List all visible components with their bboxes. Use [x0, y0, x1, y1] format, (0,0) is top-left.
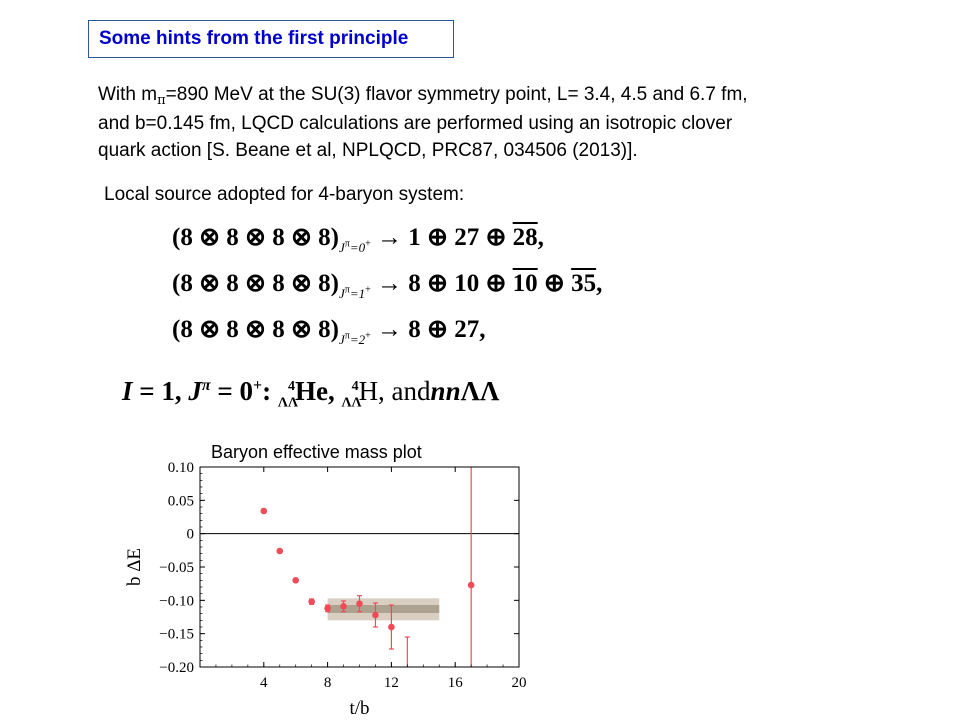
data-point-2 — [292, 577, 299, 584]
equation-jpi-1: (8 ⊗ 8 ⊗ 8 ⊗ $8)_{J^\pi=1^+} \to 8$ ⊕ 10 ⊕ 10 ⊕ 35, — [172, 270, 603, 301]
plot-title: Baryon effective mass plot — [211, 442, 422, 462]
error-bar-10 — [469, 418, 474, 720]
eq1-rhs-bar2: 35 — [571, 270, 597, 297]
eq0-rhs: 1 ⊕ 27 ⊕ — [408, 224, 513, 251]
intro-text-rest: =890 MeV at the SU(3) flavor symmetry point, L= 3.4, 4.5 and 6.7 fm, — [165, 84, 748, 105]
data-point-3 — [308, 598, 315, 605]
eq2-lhs: (8 ⊗ 8 ⊗ 8 ⊗ 8) — [172, 316, 339, 343]
eq2-arrow: → — [370, 316, 409, 343]
eq2-rhs: 8 ⊕ 27 — [408, 316, 480, 343]
intro-text-m: With m — [98, 84, 158, 105]
data-point-8 — [388, 624, 395, 631]
y-tick-label-6: −0.20 — [159, 660, 194, 676]
x-axis-label: t/b — [349, 698, 370, 719]
data-point-7 — [372, 612, 379, 619]
x-tick-label-4: 20 — [511, 675, 527, 691]
pion-subscript: π — [157, 93, 166, 108]
eq0-lhs: (8 ⊗ 8 ⊗ 8 ⊗ 8) — [172, 224, 339, 251]
intro-line-2: and b=0.145 fm, LQCD calculations are performed using an isotropic clover — [98, 113, 733, 134]
data-point-10 — [468, 582, 475, 589]
data-point-1 — [276, 548, 283, 555]
eq1-rhs: 8 ⊕ 10 ⊕ — [408, 270, 513, 297]
x-tick-label-3: 16 — [447, 675, 463, 691]
nn-label: nn — [430, 376, 461, 406]
h-nucleus: $_{\Lambda\Lambda}^4$H, and — [341, 376, 431, 411]
x-tick-label-0: 4 — [260, 675, 268, 691]
y-tick-label-2: 0 — [186, 526, 194, 543]
y-tick-label-0: 0.10 — [167, 460, 194, 476]
data-point-5 — [340, 603, 347, 610]
data-point-0 — [261, 508, 268, 515]
eq0-arrow: → — [370, 224, 409, 251]
eq0-rhs-bar: 28 — [512, 224, 538, 251]
error-bar-9 — [405, 637, 410, 720]
isospin-equation: I = 1, $J^\pi = 0^+$: $_{\Lambda\Lambda}^4$He, $_{\Lambda\Lambda}^4$H, andnnΛΛ — [122, 376, 500, 411]
eq2-subscript: Jπ=2+ — [339, 330, 371, 347]
eq1-arrow: → — [370, 270, 409, 297]
eq1-rhs-bar: 10 — [512, 270, 538, 297]
y-tick-label-5: −0.15 — [159, 626, 194, 643]
isospin-J: J — [188, 376, 202, 406]
he-nucleus: $_{\Lambda\Lambda}^4$He, — [277, 376, 335, 411]
isospin-I: I — [122, 376, 133, 406]
slide-title-text: Some hints from the first principle — [99, 28, 409, 49]
eq1-subscript: Jπ=1+ — [339, 284, 371, 301]
data-point-4 — [324, 605, 331, 612]
y-axis-label: b ΔE — [124, 547, 145, 587]
y-tick-label-4: −0.10 — [159, 593, 194, 610]
eq1-lhs: (8 ⊗ 8 ⊗ 8 ⊗ 8) — [172, 270, 339, 297]
y-tick-label-1: 0.05 — [167, 493, 194, 510]
x-tick-label-1: 8 — [323, 675, 332, 691]
y-tick-label-3: −0.05 — [159, 560, 194, 576]
equation-jpi-2: (8 ⊗ 8 ⊗ 8 ⊗ $8)_{J^\pi=2^+} \to 8$ ⊕ 27, — [172, 316, 486, 347]
data-point-6 — [356, 600, 363, 607]
x-tick-label-2: 12 — [383, 675, 399, 691]
eq0-subscript: Jπ=0+ — [339, 238, 371, 255]
local-source-text: Local source adopted for 4-baryon system: — [104, 184, 465, 205]
intro-line-3: quark action [S. Beane et al, NPLQCD, PRC87, 034506 (2013)]. — [98, 140, 638, 161]
equation-jpi-0: (8 ⊗ 8 ⊗ 8 ⊗ $8)_{J^\pi=0^+} \to 1$ ⊕ 27 ⊕ 28, — [172, 224, 544, 255]
